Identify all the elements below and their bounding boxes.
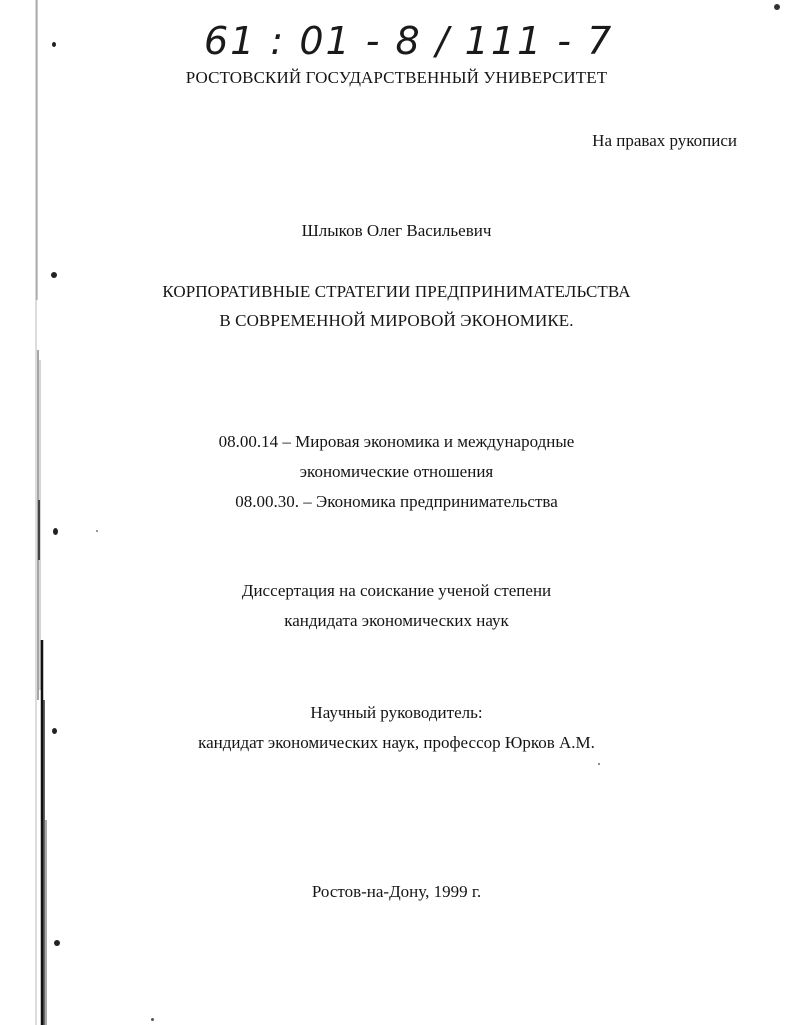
dissertation-title-line-2: В СОВРЕМЕННОЙ МИРОВОЙ ЭКОНОМИКЕ. — [219, 311, 574, 330]
scan-speck — [51, 272, 57, 278]
place-and-year: Ростов-на-Дону, 1999 г. — [311, 882, 482, 901]
scan-speck — [598, 763, 600, 765]
scan-speck — [52, 42, 56, 47]
scan-speck — [53, 528, 58, 535]
scan-binding-edge — [0, 0, 60, 1025]
supervisor-name: кандидат экономических наук, профессор Юрков А.М. — [198, 733, 595, 752]
scan-speck — [151, 1018, 154, 1021]
specialty-line-1: 08.00.14 – Мировая экономика и международные — [218, 432, 575, 451]
degree-line-2: кандидата экономических наук — [284, 611, 509, 630]
scan-speck — [54, 940, 60, 946]
specialty-line-2: экономические отношения — [299, 462, 494, 481]
specialty-line-3: 08.00.30. – Экономика предпринимательства — [235, 492, 558, 511]
scan-speck — [774, 4, 780, 10]
supervisor-label: Научный руководитель: — [310, 703, 483, 722]
dissertation-title-line-1: КОРПОРАТИВНЫЕ СТРАТЕГИИ ПРЕДПРИНИМАТЕЛЬСТВА — [162, 282, 631, 301]
degree-line-1: Диссертация на соискание ученой степени — [241, 581, 552, 600]
handwritten-archive-code — [200, 8, 614, 70]
manuscript-note: На правах рукописи — [592, 131, 737, 150]
university-name: РОСТОВСКИЙ ГОСУДАРСТВЕННЫЙ УНИВЕРСИТЕТ — [185, 68, 608, 87]
scan-speck — [96, 530, 98, 532]
svg-text:61 : 01 - 8 / 111 - 7: 61 : 01 - 8 / 111 - 7 — [204, 19, 614, 63]
author-name: Шлыков Олег Васильевич — [301, 221, 492, 240]
